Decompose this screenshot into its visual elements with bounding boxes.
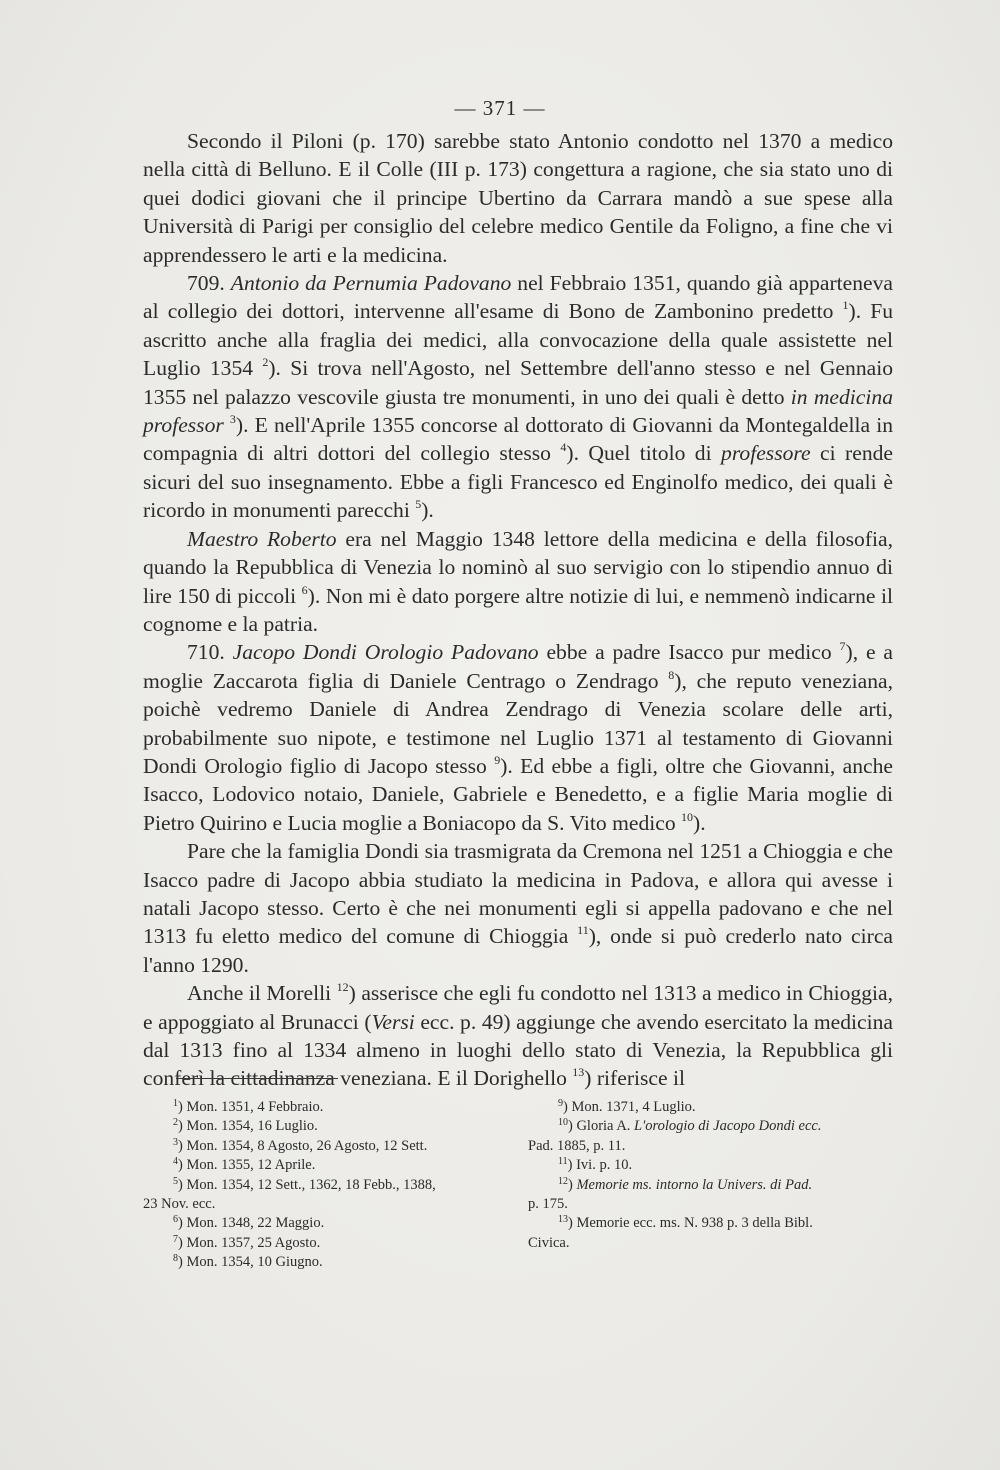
- footnote: Pad. 1885, p. 11.: [528, 1137, 626, 1154]
- footnotes-right-column: [528, 1098, 900, 1253]
- footnote: 23 Nov. ecc.: [143, 1196, 216, 1213]
- footnote: $^8$) Mon. 1354, 10 Giugno.: [173, 1253, 323, 1271]
- footnote: $^7$) Mon. 1357, 25 Agosto.: [173, 1233, 321, 1251]
- footnotes-left-column: [143, 1098, 513, 1273]
- footnote: $^{10}$) Gloria A. L'orologio di Jacopo Dondi ecc.: [558, 1117, 822, 1135]
- footnote: $^6$) Mon. 1348, 22 Maggio.: [173, 1214, 325, 1232]
- paragraph: Maestro Roberto era nel Maggio 1348 lettore della medicina e della filosofia, quando la Repubblica di Venezia lo nominò al suo servigio con lo stipendio annuo di lire 150 di piccoli $^6$). Non mi è dato porgere altre notizie di lui, e nemmenò indicarne il cognome e la patria.: [143, 526, 893, 636]
- footnote: p. 175.: [528, 1196, 568, 1213]
- footnote: $^{11}$) Ivi. p. 10.: [558, 1156, 633, 1174]
- footnote: $^3$) Mon. 1354, 8 Agosto, 26 Agosto, 12 Sett.: [173, 1136, 428, 1154]
- footnote: $^{13}$) Memorie ecc. ms. N. 938 p. 3 della Bibl.: [558, 1214, 813, 1232]
- paragraph: Pare che la famiglia Dondi sia trasmigrata da Cremona nel 1251 a Chioggia e che Isacco padre di Jacopo abbia studiato la medicina in Padova, e allora qui avesse i natali Jacopo stesso. Certo è che nei monumenti egli si appella padovano e che nel 1313 fu eletto medico del comune di Chioggia $^{11}$), onde si può crederlo nato circa l'anno 1290.: [143, 839, 893, 977]
- main-text: [143, 127, 893, 1093]
- footnote: $^1$) Mon. 1351, 4 Febbraio.: [173, 1098, 324, 1115]
- page-number: — 371 —: [454, 96, 546, 120]
- footnote: $^4$) Mon. 1355, 12 Aprile.: [173, 1156, 316, 1174]
- footnote: $^5$) Mon. 1354, 12 Sett., 1362, 18 Febb., 1388,: [173, 1175, 436, 1193]
- footnote-separator: [176, 1078, 338, 1079]
- paragraph: 709. Antonio da Pernumia Padovano nel Febbraio 1351, quando già apparteneva al collegio dei dottori, intervenne all'esame di Bono de Zambonino predetto $^1$). Fu ascritto anche alla fraglia dei medici, alla convocazione della quale assistette nel Luglio 1354 $^2$). Si trova nell'Agosto, nel Settembre dell'anno stesso e nel Gennaio 1355 nel palazzo vescovile giusta tre monumenti, in uno dei quali è detto in medicina professor $^3$). E nell'Aprile 1355 concorse al dottorato di Giovanni da Montegaldella in compagnia di altri dottori del collegio stesso $^4$). Quel titolo di professore ci rende sicuri del suo insegnamento. Ebbe a figli Francesco ed Enginolfo medico, dei quali è ricordo in monumenti parecchi $^5$).: [143, 271, 894, 523]
- footnote: $^9$) Mon. 1371, 4 Luglio.: [558, 1098, 696, 1115]
- footnote: Civica.: [528, 1234, 570, 1251]
- paragraph: Anche il Morelli $^{12}$) asserisce che egli fu condotto nel 1313 a medico in Chioggia, e appoggiato al Brunacci (Versi ecc. p. 49) aggiunge che avendo esercitato la medicina dal 1313 fino al 1334 almeno in luoghi dello stato di Venezia, la Repubblica gli conferì la cittadinanza veneziana. E il Dorighello $^{13}$) riferisce il: [143, 980, 893, 1091]
- paragraph: 710. Jacopo Dondi Orologio Padovano ebbe a padre Isacco pur medico $^7$), e a moglie Zaccarota figlia di Daniele Centrago o Zendrago $^8$), che reputo veneziana, poichè vedremo Daniele di Andrea Zendrago di Venezia scolare delle arti, probabilmente suo nipote, e testimone nel Luglio 1371 al testamento di Giovanni Dondi Orologio figlio di Jacopo stesso $^9$). Ed ebbe a figli, oltre che Giovanni, anche Isacco, Lodovico notaio, Daniele, Gabriele e Benedetto, e a figlie Maria moglie di Pietro Quirino e Lucia moglie a Boniacopo da S. Vito medico $^{10}$).: [143, 639, 894, 835]
- footnote: $^{12}$) Memorie ms. intorno la Univers. di Pad.: [558, 1175, 813, 1193]
- paragraph: Secondo il Piloni (p. 170) sarebbe stato Antonio condotto nel 1370 a medico nella città di Belluno. E il Colle (III p. 173) congettura a ragione, che sia stato uno di quei dodici giovani che il principe Ubertino da Carrara mandò a sue spese alla Università di Parigi per consiglio del celebre medico Gentile da Foligno, a fine che vi apprendessero le arti e la medicina.: [143, 129, 893, 267]
- footnote: $^2$) Mon. 1354, 16 Luglio.: [173, 1117, 318, 1135]
